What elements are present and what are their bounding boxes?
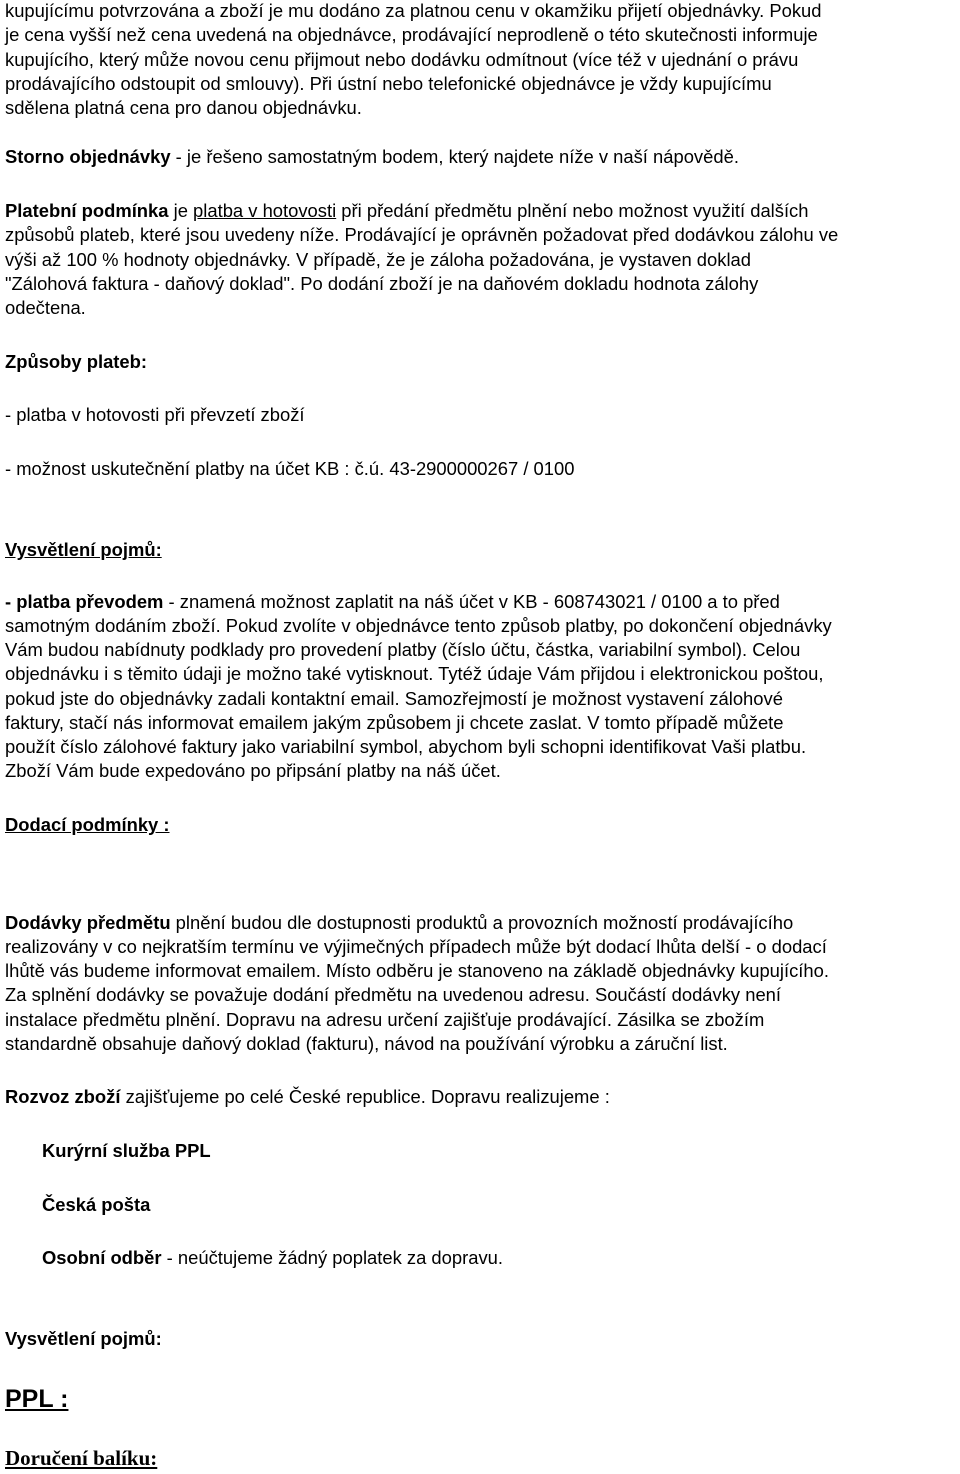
explanation-line: Zboží Vám bude expedováno po připsání platby na náš účet. [5, 760, 501, 781]
payment-condition-line: výši až 100 % hodnoty objednávky. V případě, že je záloha požadována, je vystaven doklad [5, 249, 751, 270]
shipping-option-post: Česká pošta [42, 1194, 151, 1215]
payment-method-item: - platba v hotovosti při převzetí zboží [5, 404, 305, 425]
payment-condition-line: způsobů plateb, které jsou uvedeny níže. Prodávající je oprávněn požadovat před dodávkou zálohu ve [5, 224, 839, 245]
payment-methods-heading: Způsoby plateb: [5, 351, 148, 372]
explanation-line: pokud jste do objednávky zadali kontaktní email. Samozřejmostí je možnost vystavení zálohové [5, 688, 783, 709]
explanation-line: objednávku i s těmito údaji je možno také vytisknout. Tytéž údaje Vám přijdou i elektronickou poštou, [5, 663, 824, 684]
explanation-line: použít číslo zálohové faktury jako variabilní symbol, abychom byli schopni identifikovat Vaši platbu. [5, 736, 807, 757]
delivery-line: lhůtě vás budeme informovat emailem. Místo odběru je stanoveno na základě objednávky kupujícího. [5, 960, 829, 981]
payment-condition-line: Platební podmínka je platba v hotovosti při předání předmětu plnění nebo možnost využití dalších [5, 200, 809, 221]
shipping-option-pickup: Osobní odběr - neúčtujeme žádný poplatek za dopravu. [42, 1247, 504, 1268]
explanation-line: faktury, stačí nás informovat emailem jakým způsobem ji chcete zaslat. V tomto případě můžete [5, 712, 784, 733]
price-paragraph-line: kupujícího, který může novou cenu přijmout nebo dodávku odmítnout (více též v ujednání o právu [5, 49, 799, 70]
explanation-heading-2: Vysvětlení pojmů: [5, 1328, 162, 1349]
payment-condition-line: odečtena. [5, 297, 86, 318]
explanation-heading: Vysvětlení pojmů: [5, 539, 162, 560]
delivery-line: Za splnění dodávky se považuje dodání předmětu na uvedenou adresu. Součástí dodávky není [5, 984, 782, 1005]
shipping-label: Rozvoz zboží [5, 1086, 121, 1107]
delivery-line: standardně obsahuje daňový doklad (fakturu), návod na používání výrobku a záruční list. [5, 1033, 728, 1054]
price-paragraph-line: je cena vyšší než cena uvedená na objednávce, prodávající neprodleně o této skutečnosti informuje [5, 24, 818, 45]
storno-paragraph: Storno objednávky - je řešeno samostatným bodem, který najdete níže v naší nápovědě. [5, 146, 739, 167]
pickup-label: Osobní odběr [42, 1247, 162, 1268]
parcel-delivery-heading: Doručení balíku: [5, 1446, 158, 1470]
delivery-heading: Dodací podmínky : [5, 814, 170, 835]
price-paragraph-line: sdělena platná cena pro danou objednávku. [5, 97, 362, 118]
shipping-option-ppl: Kurýrní služba PPL [42, 1140, 211, 1161]
delivery-label: Dodávky předmětu [5, 912, 171, 933]
payment-method-item: - možnost uskutečnění platby na účet KB : č.ú. 43-2900000267 / 0100 [5, 458, 575, 479]
ppl-heading: PPL : [5, 1385, 69, 1413]
price-paragraph-line: prodávajícího odstoupit od smlouvy). Při ústní nebo telefonické objednávce je vždy kupujícímu [5, 73, 772, 94]
delivery-line: instalace předmětu plnění. Dopravu na adresu určení zajišťuje prodávající. Zásilka se zbožím [5, 1009, 765, 1030]
shipping-paragraph: Rozvoz zboží zajišťujeme po celé České republice. Dopravu realizujeme : [5, 1086, 610, 1107]
explanation-line: Vám budou nabídnuty podklady pro provedení platby (číslo účtu, částka, variabilní symbol). Celou [5, 639, 801, 660]
cash-payment-link[interactable]: platba v hotovosti [193, 200, 337, 221]
payment-condition-line: "Zálohová faktura - daňový doklad". Po dodání zboží je na daňovém dokladu hodnota zálohy [5, 273, 759, 294]
explanation-line: - platba převodem - znamená možnost zaplatit na náš účet v KB - 608743021 / 0100 a to před [5, 591, 780, 612]
price-paragraph-line: kupujícímu potvrzována a zboží je mu dodáno za platnou cenu v okamžiku přijetí objednávky. Pokud [5, 0, 822, 21]
payment-condition-label: Platební podmínka [5, 200, 169, 221]
delivery-line: realizovány v co nejkratším termínu ve výjimečných případech může být dodací lhůta delší - o dodací [5, 936, 827, 957]
delivery-line: Dodávky předmětu plnění budou dle dostupnosti produktů a provozních možností prodávajícího [5, 912, 794, 933]
bank-transfer-term: - platba převodem [5, 591, 164, 612]
explanation-line: samotným dodáním zboží. Pokud zvolíte v objednávce tento způsob platby, po dokončení objednávky [5, 615, 832, 636]
storno-label: Storno objednávky [5, 146, 171, 167]
